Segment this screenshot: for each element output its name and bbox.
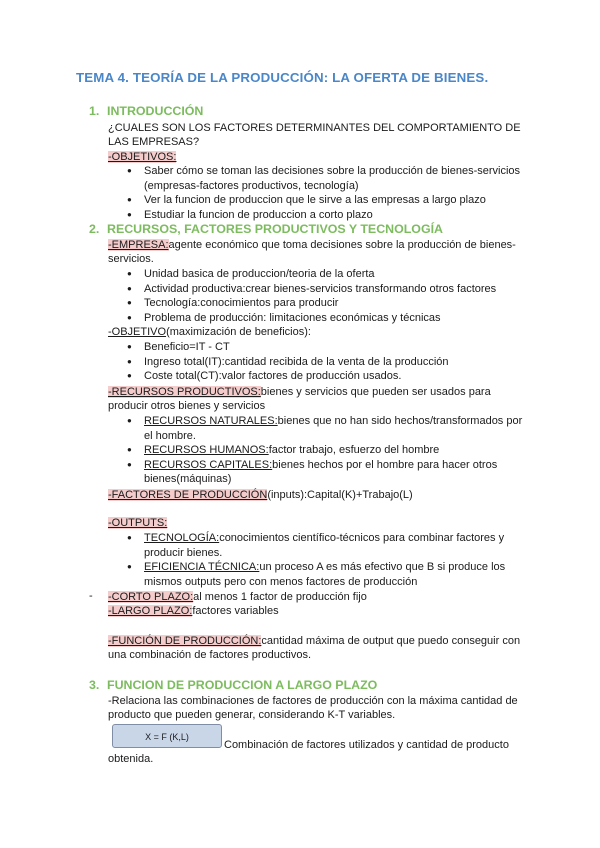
section-title: RECURSOS, FACTORES PRODUCTIVOS Y TECNOLOGÍA bbox=[107, 222, 443, 236]
list-item bbox=[108, 560, 528, 589]
section-heading-funcion bbox=[89, 678, 377, 692]
intro-question: ¿CUALES SON LOS FACTORES DETERMINANTES DEL COMPORTAMIENTO DE LAS EMPRESAS? bbox=[108, 122, 521, 149]
list-item bbox=[108, 458, 528, 487]
empresa-label: -EMPRESA: bbox=[108, 239, 169, 251]
objetivo-text: (maximización de beneficios): bbox=[166, 326, 311, 338]
factores-label: -FACTORES DE PRODUCCIÓN bbox=[108, 489, 268, 501]
section-title: INTRODUCCIÓN bbox=[107, 104, 204, 118]
empresa-list bbox=[108, 267, 528, 325]
list-item: ● Ver la funcion de produccion que le sirve a las empresas a largo plazo bbox=[108, 193, 528, 208]
largo-plazo-text: factores variables bbox=[192, 605, 279, 617]
section-heading-introduccion bbox=[89, 104, 203, 118]
section-number: 2. bbox=[89, 222, 100, 236]
funcion-text: cantidad máxima de output que puedo conseguir con una combinación de factores productivos. bbox=[108, 635, 521, 662]
list-item bbox=[108, 443, 528, 458]
recursos-humanos-label: RECURSOS HUMANOS: bbox=[144, 444, 269, 456]
section-heading-recursos bbox=[89, 222, 443, 236]
objetivos-list bbox=[108, 164, 528, 222]
empresa-text: agente económico que toma decisiones sobre la producción de bienes-servicios. bbox=[108, 239, 516, 266]
recursos-capitales-text: bienes hechos por el hombre para hacer otros bienes(máquinas) bbox=[144, 458, 498, 485]
corto-plazo-paragraph bbox=[108, 590, 528, 604]
recursos-label: -RECURSOS PRODUCTIVOS: bbox=[108, 386, 261, 398]
tecnologia-label: TECNOLOGÍA: bbox=[144, 532, 220, 544]
eficiencia-label: EFICIENCIA TÉCNICA: bbox=[144, 561, 260, 573]
formula-caption: Combinación de factores utilizados y cantidad de producto obtenida. bbox=[108, 739, 509, 766]
objetivo-paragraph bbox=[108, 325, 528, 339]
funcion-label: -FUNCIÓN DE PRODUCCIÓN: bbox=[108, 635, 262, 647]
eficiencia-text: un proceso A es más efectivo que B si produce los mismos outputs pero con menos factores de producción bbox=[144, 561, 506, 588]
largo-plazo-paragraph bbox=[108, 604, 528, 618]
recursos-naturales-label: RECURSOS NATURALES: bbox=[144, 415, 278, 427]
section-title: FUNCION DE PRODUCCION A LARGO PLAZO bbox=[107, 678, 378, 692]
funcion-paragraph bbox=[108, 634, 528, 663]
empresa-paragraph bbox=[108, 238, 528, 267]
factores-paragraph bbox=[108, 488, 528, 502]
list-item: ● Actividad productiva:crear bienes-servicios transformando otros factores bbox=[108, 282, 528, 297]
largo-plazo-label: -LARGO PLAZO: bbox=[108, 605, 193, 617]
objetivo-list bbox=[108, 340, 528, 384]
list-item: ● Estudiar la funcion de produccion a corto plazo bbox=[108, 208, 528, 223]
outputs-label: -OUTPUTS: bbox=[108, 517, 168, 529]
objetivos-label: -OBJETIVOS: bbox=[108, 151, 177, 163]
objetivo-label: -OBJETIVO bbox=[108, 326, 167, 338]
corto-plazo-label: -CORTO PLAZO: bbox=[108, 591, 194, 603]
document-title: TEMA 4. TEORÍA DE LA PRODUCCIÓN: LA OFERTA DE BIENES. bbox=[76, 70, 489, 85]
list-item: ● Tecnología:conocimientos para producir bbox=[108, 296, 528, 311]
list-item: ● Coste total(CT):valor factores de producción usados. bbox=[108, 369, 528, 384]
recursos-naturales-text: bienes que no han sido hechos/transformados por el hombre. bbox=[144, 415, 523, 442]
recursos-text: bienes y servicios que pueden ser usados para producir otros bienes y servicios bbox=[108, 386, 491, 413]
dash-marker: - bbox=[89, 590, 93, 602]
corto-plazo-text: al menos 1 factor de producción fijo bbox=[193, 591, 367, 603]
formula-box: X = F (K,L) bbox=[112, 724, 222, 748]
list-item bbox=[108, 414, 528, 443]
list-item bbox=[108, 531, 528, 560]
list-item: ● Saber cómo se toman las decisiones sobre la producción de bienes-servicios (empresas-factores productivos, tecnología) bbox=[108, 164, 528, 193]
list-item: ● Ingreso total(IT):cantidad recibida de la venta de la producción bbox=[108, 355, 528, 370]
funcion-largo-plazo-text: -Relaciona las combinaciones de factores de producción con la máxima cantidad de producto que pueden generar, considerando K-T variables. bbox=[108, 695, 518, 722]
recursos-capitales-label: RECURSOS CAPITALES: bbox=[144, 458, 273, 471]
section-number: 1. bbox=[89, 104, 100, 118]
outputs-label-line bbox=[108, 516, 528, 530]
list-item: ● Problema de producción: limitaciones económicas y técnicas bbox=[108, 311, 528, 326]
list-item: ● Beneficio=IT - CT bbox=[108, 340, 528, 355]
tecnologia-text: conocimientos científico-técnicos para combinar factores y producir bienes. bbox=[144, 532, 505, 559]
recursos-paragraph bbox=[108, 385, 528, 414]
outputs-list bbox=[108, 531, 528, 589]
factores-text: (inputs):Capital(K)+Trabajo(L) bbox=[267, 489, 413, 501]
recursos-list bbox=[108, 414, 528, 487]
recursos-humanos-text: factor trabajo, esfuerzo del hombre bbox=[268, 444, 440, 456]
section-number: 3. bbox=[89, 678, 100, 692]
list-item: ● Unidad basica de produccion/teoria de la oferta bbox=[108, 267, 528, 282]
objetivos-label-line bbox=[108, 150, 528, 164]
